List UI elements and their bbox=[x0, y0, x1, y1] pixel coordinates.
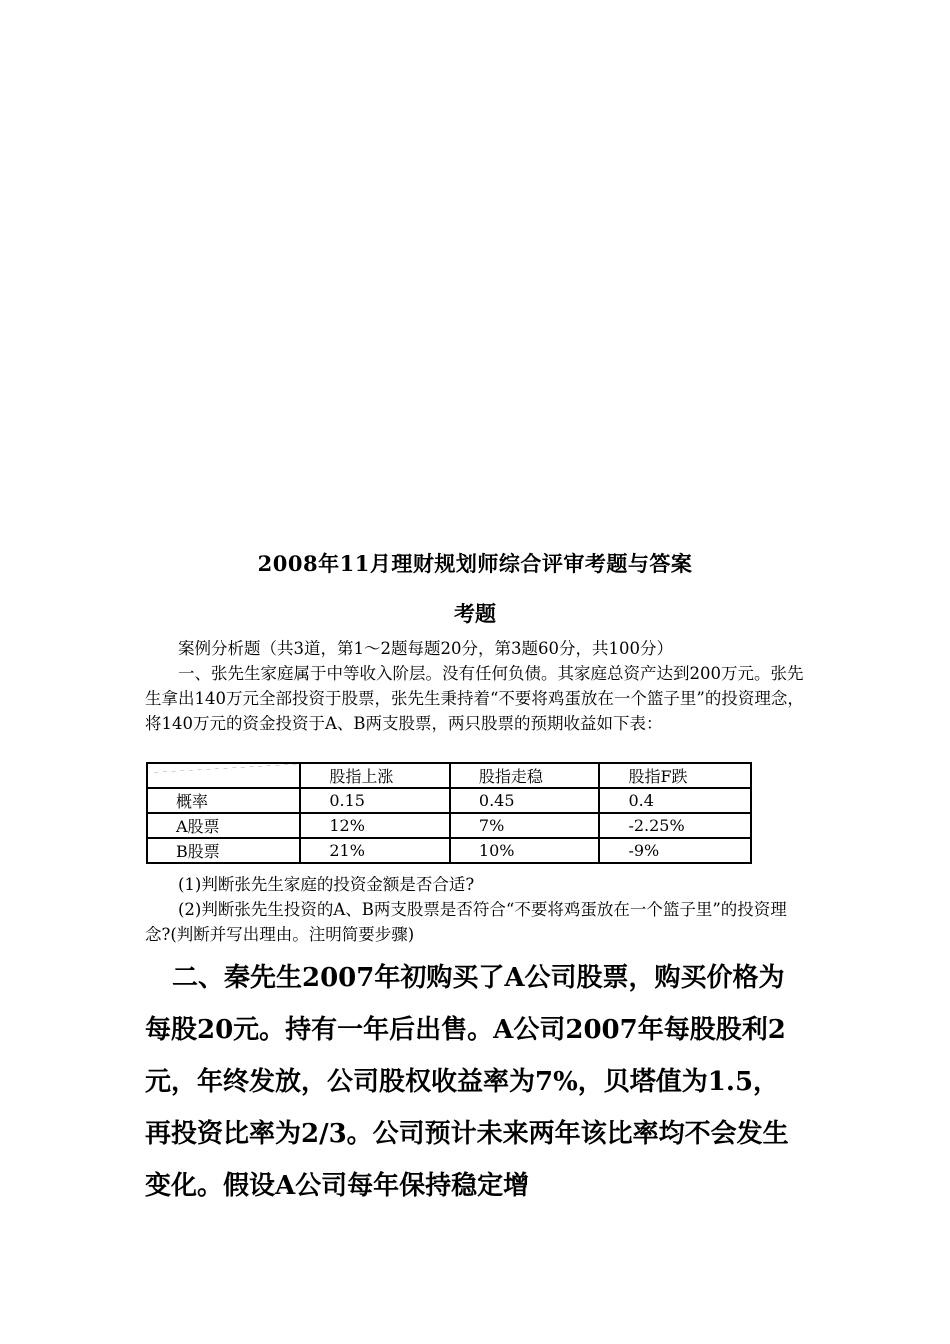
case-one-text: 一、张先生家庭属于中等收入阶层。没有任何负债。其家庭总资产达到200万元。张先生拿出140万元全部投资于股票，张先生秉持着“不要将鸡蛋放在一个篮子里”的投资理念，将140万元的资金投资于A、B两支股票，两只股票的预期收益如下表： bbox=[145, 664, 804, 733]
table-cell: 0.15 bbox=[300, 788, 450, 813]
table-row bbox=[147, 838, 751, 863]
header-cell: 股指上涨 bbox=[300, 763, 450, 788]
row-label: 概率 bbox=[147, 788, 300, 813]
table-header-row bbox=[147, 763, 751, 788]
expected-returns-table bbox=[146, 762, 752, 864]
header-cell: 股指走稳 bbox=[450, 763, 600, 788]
table-cell: 21% bbox=[300, 838, 450, 863]
question-one: (1)判断张先生家庭的投资金额是否合适? bbox=[178, 875, 475, 894]
intro-line: 案例分析题（共3道，第1～2题每题20分，第3题60分，共100分） bbox=[178, 639, 673, 658]
case-one-block bbox=[145, 636, 805, 736]
row-label: B股票 bbox=[147, 838, 300, 863]
table-row bbox=[147, 788, 751, 813]
table-row bbox=[147, 813, 751, 838]
header-cell: 股指F跌 bbox=[599, 763, 751, 788]
table-cell: 0.4 bbox=[599, 788, 751, 813]
table-cell: -9% bbox=[599, 838, 751, 863]
table-cell: 0.45 bbox=[450, 788, 600, 813]
section-subtitle: 考题 bbox=[454, 601, 496, 626]
question-two: (2)判断张先生投资的A、B两支股票是否符合“不要将鸡蛋放在一个篮子里”的投资理念?(判断并写出理由。注明简要步骤) bbox=[145, 900, 787, 944]
table-cell: 12% bbox=[300, 813, 450, 838]
questions-block bbox=[145, 872, 805, 947]
row-label: A股票 bbox=[147, 813, 300, 838]
table-corner-cell bbox=[147, 763, 300, 788]
table-cell: -2.25% bbox=[599, 813, 751, 838]
table-cell: 10% bbox=[450, 838, 600, 863]
document-title: 2008年11月理财规划师综合评审考题与答案 bbox=[257, 551, 693, 576]
case-two-block bbox=[145, 952, 805, 1212]
case-two-text: 二、秦先生2007年初购买了A公司股票，购买价格为每股20元。持有一年后出售。A公司2007年每股股利2元，年终发放，公司股权收益率为7%，贝塔值为1.5，再投资比率为2/3。公司预计未来两年该比率均不会发生变化。假设A公司每年保持稳定增 bbox=[145, 963, 789, 1201]
table-cell: 7% bbox=[450, 813, 600, 838]
